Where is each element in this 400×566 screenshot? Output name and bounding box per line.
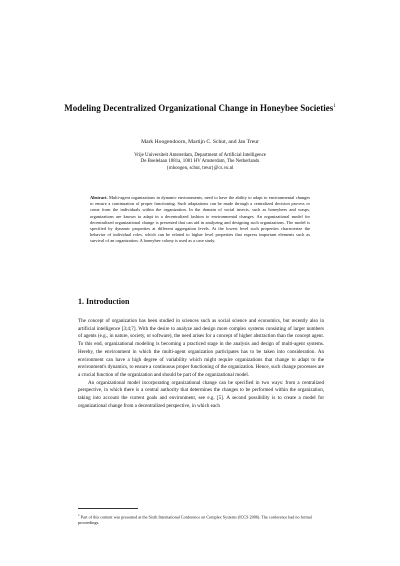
paper-title-text: Modeling Decentralized Organizational Change in Honeybee Societies [64, 103, 334, 113]
body-paragraph: The concept of organization has been studied in sciences such as social science and economics, but recently also in artificial intelligence [3;4;7]. With the desire to analyze and design more complex systems consisting of larger numbers of agents (e.g., in nature, society, or software), the need arises for a concept of higher abstraction than the concept agent. To this end, organizational modeling is becoming a practiced stage in the analysis and design of multi-agent systems. Hereby, the environment in which the multi-agent organization participates has to be taken into consideration. An environment can have a high degree of variability which might require organizations that change to adapt to the environment's dynamics, to ensure a continuous proper functioning of the organization. Hence, such change processes are a crucial function of the organization and should be part of the organizational model. [78, 318, 324, 378]
abstract-label: Abstract. [90, 195, 108, 200]
affiliation-emails: {mhoogen, schut, treur}@cs.vu.nl [166, 165, 234, 171]
affiliation-institution: Vrije Universiteit Amsterdam, Department of Artificial Intelligence [134, 153, 266, 158]
section-heading-introduction: 1. Introduction [78, 297, 130, 306]
introduction-body [78, 318, 324, 410]
footnote-divider [78, 508, 138, 509]
author-list: Mark Hoogendoorn, Martijn C. Schut, and Jan Treur [141, 139, 259, 145]
footnote-text: Part of this content was presented at the Sixth International Conference on Complex Systems (ICCS 2006). The conference had no formal proceedings. [78, 514, 312, 526]
abstract-text: Multi-agent organizations in dynamic environments, need to have the ability to adapt to environmental changes to ensure a continuation of proper functioning. Such adaptations can be made through a centralized decision process or come from the individuals within the organization. In the domain of social insects, such as honeybees and wasps, organizations are known to adapt in a decentralized fashion to environmental changes. An organizational model for decentralized organizational change is presented that can aid in analyzing and designing such organizations. The model is specified by dynamic properties at different aggregation levels. At the lowest level such properties characterize the behavior of individual roles, which can be related to higher level properties that express important elements such as survival of an organization. A honeybee colony is used as a case study. [90, 195, 311, 244]
affiliation-address: De Boelelaan 1081a, 1081 HV Amsterdam, The Netherlands [140, 159, 260, 165]
paper-title [60, 100, 340, 115]
abstract [90, 195, 310, 245]
title-footnote-marker: 1 [333, 104, 336, 109]
body-paragraph: An organizational model incorporating organizational change can be specified in two ways: from a centralized perspective, in which there is a central authority that determines the changes to be performed within the organization, taking into account the current goals and environment, see e.g. [5]. A second possibility is to create a model for organizational change from a decentralized perspective, in which each [78, 379, 324, 409]
footnote [78, 512, 324, 527]
affiliation-block [40, 153, 360, 172]
footnote-marker: 1 [78, 513, 80, 517]
